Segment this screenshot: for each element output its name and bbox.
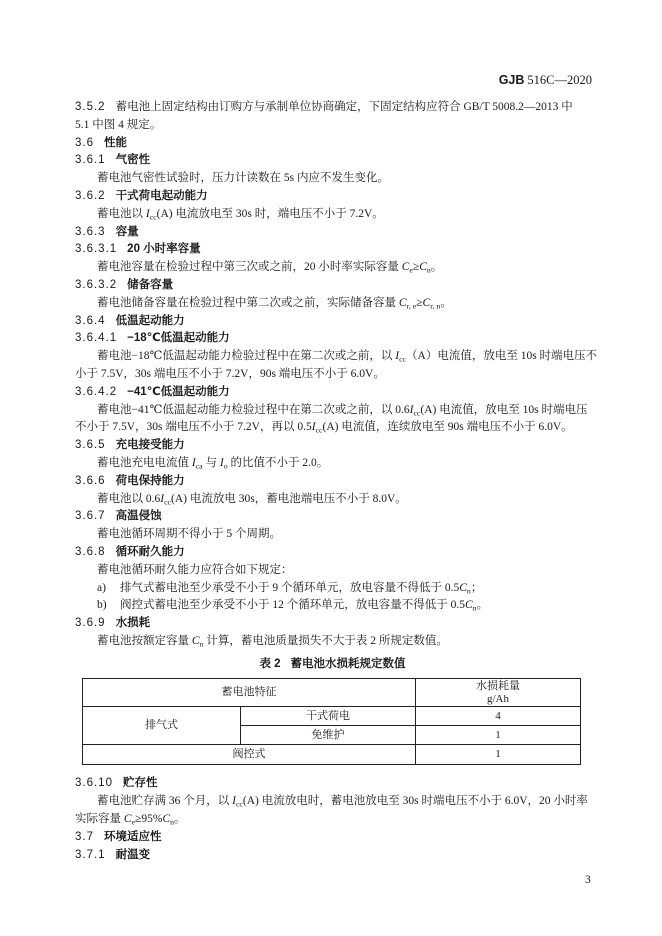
body-text: 。 — [430, 261, 443, 274]
body-text: 。 — [174, 813, 186, 825]
symbol-subscript: n — [466, 585, 471, 595]
symbol-subscript: o — [223, 461, 228, 471]
body-text: 蓄电池容量在检验过程中第三次或之前，20 小时率实际容量 — [97, 261, 402, 274]
clause-number: 3.6.1 — [75, 154, 106, 167]
current-symbol: I — [395, 350, 400, 363]
heading-3-6-3-2 — [75, 277, 600, 295]
capacity-symbol: C — [162, 813, 171, 825]
clause-number: 3.6.3.2 — [75, 278, 118, 291]
clause-number: 3.6.8 — [75, 545, 106, 558]
symbol-subscript: r, n — [430, 301, 441, 311]
list-label: a) — [97, 581, 106, 594]
body-text: 小于 7.5V，30s 端电压不小于 7.2V，90s 端电压不小于 6.0V。 — [75, 367, 385, 380]
clause-3-5-2-line-2 — [75, 117, 600, 135]
capacity-symbol: C — [465, 599, 473, 612]
header-water-loss-label: 水损耗量 — [476, 679, 520, 692]
list-text: 排气式蓄电池至少承受不小于 9 个循环单元，放电容量不得低于 0.5 — [120, 581, 460, 594]
table-row — [83, 707, 581, 726]
symbol-subscript: e — [409, 265, 413, 275]
body-3-6-3-1 — [75, 259, 600, 277]
heading-3-6-10 — [75, 774, 600, 792]
cell-battery-type: 排气式 — [83, 707, 241, 745]
clause-title: 耐温变 — [115, 849, 151, 861]
body-text: 蓄电池−18℃低温起动能力检验过程中在第二次或之前，以 — [97, 350, 396, 363]
heading-3-6-3-1 — [75, 241, 600, 259]
body-text: 蓄电池以 0.6 — [97, 492, 161, 505]
list-label: b) — [97, 599, 107, 612]
body-text: (A) 电流放电至 30s 时，端电压不小于 7.2V。 — [156, 207, 384, 220]
clause-title: 储备容量 — [127, 278, 174, 291]
symbol-subscript: n — [199, 639, 204, 649]
clause-number: 3.6.4.2 — [75, 385, 118, 398]
symbol-subscript: cc — [164, 496, 172, 506]
current-symbol: I — [219, 456, 224, 469]
current-symbol: I — [145, 207, 150, 220]
heading-3-6-2 — [75, 188, 600, 206]
body-text: (A) 电流值，放电至 10s 时端电压 — [420, 403, 588, 416]
symbol-subscript: cc — [235, 799, 243, 809]
header-cell-water-loss — [416, 679, 581, 707]
heading-3-6-7 — [75, 508, 600, 526]
standard-prefix: GJB — [498, 73, 525, 87]
symbol-subscript: cc — [149, 212, 157, 222]
clause-title: 水损耗 — [115, 617, 151, 630]
post-table-text-block — [75, 774, 600, 864]
symbol-subscript: n — [170, 817, 174, 827]
body-3-6-8 — [75, 562, 600, 580]
clause-number: 3.6.3.1 — [75, 243, 118, 256]
body-3-6-4-1-line-1 — [75, 348, 600, 366]
clause-text: 蓄电池上固定结构由订购方与承制单位协商确定，下固定结构应符合 GB/T 5008.2—2013 中 — [115, 101, 573, 113]
relation-sign: ≥ — [416, 296, 423, 309]
body-text: 蓄电池−41℃低温起动能力检验过程中在第二次或之前，以 0.6 — [97, 403, 410, 416]
body-text: 蓄电池气密性试验时，压力计读数在 5s 内应不发生变化。 — [97, 172, 389, 185]
heading-3-6-4-2 — [75, 384, 600, 402]
body-text: 蓄电池储备容量在检验过程中第二次或之前，实际储备容量 — [97, 296, 399, 309]
current-symbol: I — [311, 421, 316, 434]
clause-3-5-2-line-1 — [75, 99, 600, 117]
standard-number: 516C—2020 — [527, 73, 592, 87]
body-3-6-7 — [75, 526, 600, 544]
clause-title: 性能 — [104, 136, 127, 149]
cell-battery-type: 阀控式 — [83, 745, 416, 765]
current-symbol: I — [232, 795, 236, 807]
body-3-6-6 — [75, 491, 600, 509]
table-caption — [75, 655, 590, 673]
clause-number: 3.6.6 — [75, 474, 106, 487]
capacity-symbol: C — [191, 634, 200, 647]
body-text: 蓄电池贮存满 36 个月，以 — [97, 795, 233, 807]
clause-number: 3.6.7 — [75, 510, 106, 523]
body-3-6-4-2-line-1 — [75, 402, 600, 420]
list-item-a — [75, 580, 600, 598]
body-3-6-4-1-line-2 — [75, 366, 600, 384]
heading-3-6 — [75, 135, 600, 153]
cell-value: 1 — [416, 726, 581, 745]
heading-3-7 — [75, 828, 600, 846]
body-text: 实际容量 — [75, 813, 124, 825]
body-3-6-5 — [75, 455, 600, 473]
symbol-subscript: cc — [399, 354, 407, 364]
cell-subtype: 免维护 — [241, 726, 416, 745]
list-text: 。 — [476, 599, 489, 612]
body-text: 蓄电池以 — [97, 207, 146, 220]
heading-3-6-3 — [75, 224, 600, 242]
clause-number: 3.6.4 — [75, 314, 106, 327]
body-text: (A) 电流放电 30s，蓄电池端电压不小于 8.0V。 — [171, 492, 407, 505]
body-3-6-4-2-line-2 — [75, 419, 600, 437]
standard-code — [499, 72, 592, 88]
capacity-symbol: C — [401, 261, 410, 274]
body-text: 蓄电池循环耐久能力应符合如下规定： — [97, 563, 293, 576]
symbol-subscript: cc — [315, 425, 323, 435]
heading-3-6-4-1 — [75, 330, 600, 348]
capacity-symbol: C — [419, 261, 427, 274]
cell-value: 4 — [416, 707, 581, 726]
table-row — [83, 745, 581, 765]
body-text: ≥95% — [135, 813, 163, 825]
heading-3-6-8 — [75, 544, 600, 562]
table-label: 表 2 — [259, 658, 281, 670]
capacity-symbol: C — [398, 296, 407, 309]
page-number: 3 — [585, 874, 591, 886]
clause-number: 3.7 — [75, 831, 94, 843]
header-water-loss-unit: g/Ah — [487, 692, 509, 705]
clause-title: 循环耐久能力 — [115, 545, 185, 558]
body-text: (A) 电流值，连续放电至 90s 端电压不小于 6.0V。 — [322, 421, 573, 434]
water-loss-table — [82, 678, 581, 765]
clause-number: 3.6.10 — [75, 777, 113, 789]
body-3-6-2 — [75, 206, 600, 224]
body-text: 蓄电池充电电流值 — [97, 456, 192, 469]
capacity-symbol: C — [422, 296, 431, 309]
clause-title: 低温起动能力 — [115, 314, 185, 327]
clause-number: 3.6.2 — [75, 189, 106, 202]
body-text: 与 — [202, 456, 220, 469]
heading-3-6-4 — [75, 313, 600, 331]
body-3-6-9 — [75, 633, 600, 651]
heading-3-6-5 — [75, 437, 600, 455]
clause-text: 5.1 中图 4 规定。 — [75, 118, 162, 131]
symbol-subscript: n — [472, 603, 477, 613]
clause-number: 3.6.3 — [75, 225, 106, 238]
body-text: 蓄电池循环周期不得小于 5 个周期。 — [97, 528, 281, 541]
relation-sign: ≥ — [412, 261, 420, 274]
table-title: 蓄电池水损耗规定数值 — [290, 658, 406, 670]
table-header-row — [83, 679, 581, 707]
heading-3-6-9 — [75, 615, 600, 633]
body-text: (A) 电流放电时，蓄电池放电至 30s 时端电压不小于 6.0V，20 小时率 — [242, 795, 588, 807]
body-3-6-3-2 — [75, 295, 600, 313]
symbol-subscript: cc — [413, 407, 421, 417]
symbol-subscript: r, e — [406, 301, 417, 311]
clause-number: 3.6.4.1 — [75, 332, 118, 345]
symbol-subscript: n — [426, 265, 431, 275]
current-symbol: I — [191, 456, 196, 469]
body-3-6-10-line-2 — [75, 810, 600, 828]
clause-title: −18℃低温起动能力 — [127, 332, 230, 345]
clause-title: 环境适应性 — [104, 831, 162, 843]
clause-number: 3.5.2 — [75, 101, 106, 113]
clause-title: 气密性 — [115, 154, 151, 167]
clause-title: 高温侵蚀 — [115, 510, 162, 523]
symbol-subscript: e — [131, 817, 136, 827]
body-text: 计算，蓄电池质量损失不大于表 2 所规定数值。 — [203, 634, 448, 647]
clause-number: 3.7.1 — [75, 849, 106, 861]
clause-title: 荷电保持能力 — [115, 474, 185, 487]
body-text: 不小于 7.5V，30s 端电压不小于 7.2V，再以 0.5 — [75, 421, 312, 434]
symbol-subscript: ca — [195, 461, 203, 471]
body-3-6-1 — [75, 170, 600, 188]
cell-subtype: 干式荷电 — [241, 707, 416, 726]
list-item-b — [75, 597, 600, 615]
current-symbol: I — [409, 403, 414, 416]
capacity-symbol: C — [459, 581, 467, 594]
header-cell-feature: 蓄电池特征 — [83, 679, 416, 707]
clause-number: 3.6 — [75, 136, 94, 149]
main-text-block — [75, 99, 600, 651]
cell-value: 1 — [416, 745, 581, 765]
capacity-symbol: C — [123, 813, 132, 825]
list-text: 阀控式蓄电池至少承受不小于 12 个循环单元，放电容量不得低于 0.5 — [120, 599, 465, 612]
heading-3-7-1 — [75, 846, 600, 864]
current-symbol: I — [160, 492, 165, 505]
clause-number: 3.6.5 — [75, 439, 106, 452]
clause-number: 3.6.9 — [75, 617, 106, 630]
body-text: （A）电流值，放电至 10s 时端电压不 — [406, 350, 598, 363]
clause-title: 20 小时率容量 — [127, 243, 201, 256]
list-text: ； — [470, 581, 483, 594]
heading-3-6-1 — [75, 152, 600, 170]
body-text: 。 — [440, 296, 452, 309]
body-text: 的比值不小于 2.0。 — [227, 456, 329, 469]
clause-title: 充电接受能力 — [115, 439, 185, 452]
heading-3-6-6 — [75, 473, 600, 491]
clause-title: 容量 — [115, 225, 139, 238]
clause-title: 干式荷电起动能力 — [115, 189, 208, 202]
body-text: 蓄电池按额定容量 — [97, 634, 192, 647]
clause-title: 贮存性 — [122, 777, 158, 789]
clause-title: −41℃低温起动能力 — [127, 385, 230, 398]
body-3-6-10-line-1 — [75, 792, 600, 810]
